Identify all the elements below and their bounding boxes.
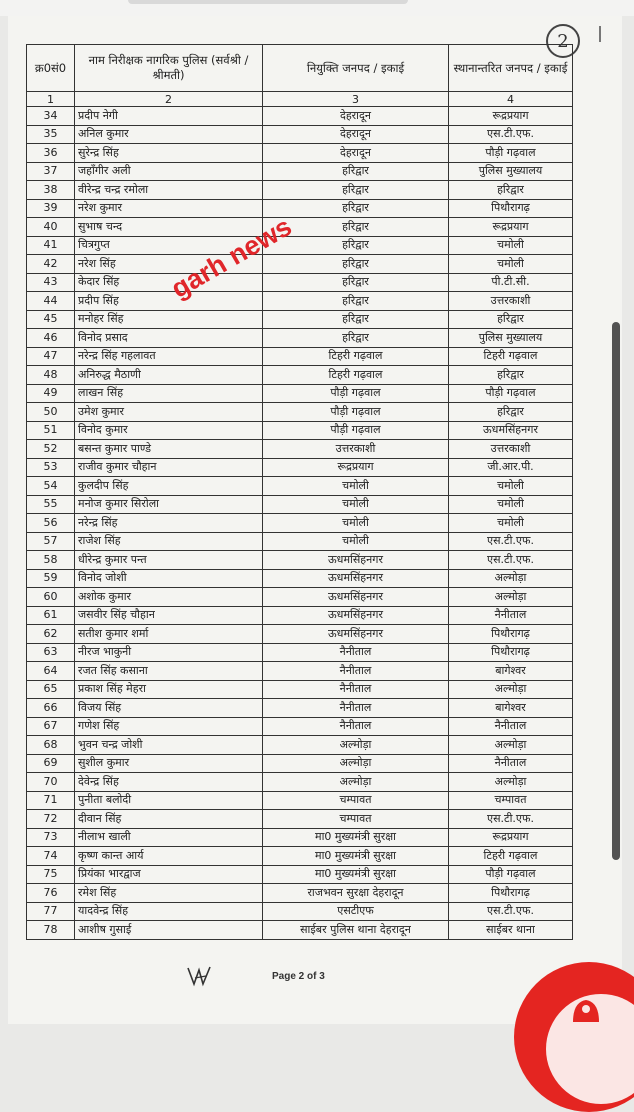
name-cell: विजय सिंह bbox=[75, 699, 263, 718]
serial-cell: 70 bbox=[27, 773, 75, 792]
transfer-cell: रूद्रप्रयाग bbox=[449, 107, 573, 126]
posting-cell: हरिद्वार bbox=[263, 181, 449, 200]
posting-cell: चमोली bbox=[263, 514, 449, 533]
table-row bbox=[27, 421, 573, 440]
table-row bbox=[27, 181, 573, 200]
transfer-cell: एस.टी.एफ. bbox=[449, 532, 573, 551]
name-cell: वीरेन्द्र चन्द्र रमोला bbox=[75, 181, 263, 200]
table-header-row bbox=[27, 45, 573, 92]
serial-cell: 53 bbox=[27, 458, 75, 477]
name-cell: नीलाभ खाली bbox=[75, 828, 263, 847]
transfer-cell: चमोली bbox=[449, 255, 573, 274]
transfer-cell: एस.टी.एफ. bbox=[449, 551, 573, 570]
name-cell: दीवान सिंह bbox=[75, 810, 263, 829]
serial-cell: 65 bbox=[27, 680, 75, 699]
serial-cell: 51 bbox=[27, 421, 75, 440]
serial-cell: 45 bbox=[27, 310, 75, 329]
column-number: 4 bbox=[449, 92, 573, 107]
serial-cell: 68 bbox=[27, 736, 75, 755]
serial-cell: 63 bbox=[27, 643, 75, 662]
name-cell: रमेश सिंह bbox=[75, 884, 263, 903]
serial-cell: 40 bbox=[27, 218, 75, 237]
transfer-cell: ऊधमसिंहनगर bbox=[449, 421, 573, 440]
transfer-cell: बागेश्वर bbox=[449, 662, 573, 681]
name-cell: प्रदीप सिंह bbox=[75, 292, 263, 311]
serial-cell: 49 bbox=[27, 384, 75, 403]
name-cell: प्रदीप नेगी bbox=[75, 107, 263, 126]
header-name: नाम निरीक्षक नागरिक पुलिस (सर्वश्री / श्रीमती) bbox=[75, 45, 263, 92]
posting-cell: मा0 मुख्यमंत्री सुरक्षा bbox=[263, 865, 449, 884]
serial-cell: 62 bbox=[27, 625, 75, 644]
table-row bbox=[27, 292, 573, 311]
name-cell: सुभाष चन्द bbox=[75, 218, 263, 237]
transfer-cell: पिथौरागढ़ bbox=[449, 199, 573, 218]
transfer-cell: पौड़ी गढ़वाल bbox=[449, 144, 573, 163]
posting-cell: ऊधमसिंहनगर bbox=[263, 625, 449, 644]
posting-cell: नैनीताल bbox=[263, 717, 449, 736]
transfer-cell: उत्तरकाशी bbox=[449, 440, 573, 459]
name-cell: पुनीता बलोदी bbox=[75, 791, 263, 810]
table-row bbox=[27, 107, 573, 126]
transfer-cell: पिथौरागढ़ bbox=[449, 625, 573, 644]
name-cell: नरेश सिंह bbox=[75, 255, 263, 274]
transfer-cell: पौड़ी गढ़वाल bbox=[449, 384, 573, 403]
transfer-cell: रूद्रप्रयाग bbox=[449, 828, 573, 847]
posting-cell: देहरादून bbox=[263, 107, 449, 126]
table-row bbox=[27, 384, 573, 403]
table-row bbox=[27, 458, 573, 477]
transfer-cell: एस.टी.एफ. bbox=[449, 902, 573, 921]
table-row bbox=[27, 791, 573, 810]
posting-cell: पौड़ी गढ़वाल bbox=[263, 421, 449, 440]
transfer-cell: चम्पावत bbox=[449, 791, 573, 810]
name-cell: सुरेन्द्र सिंह bbox=[75, 144, 263, 163]
posting-cell: नैनीताल bbox=[263, 699, 449, 718]
serial-cell: 36 bbox=[27, 144, 75, 163]
transfer-cell: नैनीताल bbox=[449, 754, 573, 773]
scrollbar[interactable] bbox=[612, 322, 620, 860]
transfer-cell: अल्मोड़ा bbox=[449, 588, 573, 607]
column-number: 2 bbox=[75, 92, 263, 107]
serial-cell: 60 bbox=[27, 588, 75, 607]
posting-cell: चम्पावत bbox=[263, 810, 449, 829]
serial-cell: 58 bbox=[27, 551, 75, 570]
name-cell: मनोज कुमार सिरोला bbox=[75, 495, 263, 514]
transfer-cell: बागेश्वर bbox=[449, 699, 573, 718]
table-row bbox=[27, 514, 573, 533]
name-cell: गणेश सिंह bbox=[75, 717, 263, 736]
posting-cell: देहरादून bbox=[263, 144, 449, 163]
serial-cell: 39 bbox=[27, 199, 75, 218]
table-row bbox=[27, 754, 573, 773]
posting-cell: हरिद्वार bbox=[263, 199, 449, 218]
table-row bbox=[27, 699, 573, 718]
name-cell: नरेश कुमार bbox=[75, 199, 263, 218]
name-cell: कृष्ण कान्त आर्य bbox=[75, 847, 263, 866]
posting-cell: अल्मोड़ा bbox=[263, 754, 449, 773]
name-cell: नीरज भाकुनी bbox=[75, 643, 263, 662]
serial-cell: 73 bbox=[27, 828, 75, 847]
name-cell: जसवीर सिंह चौहान bbox=[75, 606, 263, 625]
table-row bbox=[27, 606, 573, 625]
name-cell: केदार सिंह bbox=[75, 273, 263, 292]
table-row bbox=[27, 773, 573, 792]
name-cell: भुवन चन्द्र जोशी bbox=[75, 736, 263, 755]
table-row bbox=[27, 902, 573, 921]
transfer-cell: चमोली bbox=[449, 236, 573, 255]
transfer-cell: टिहरी गढ़वाल bbox=[449, 847, 573, 866]
transfer-cell: हरिद्वार bbox=[449, 310, 573, 329]
table-row bbox=[27, 347, 573, 366]
table-row bbox=[27, 477, 573, 496]
table-row bbox=[27, 403, 573, 422]
name-cell: धीरेन्द्र कुमार पन्त bbox=[75, 551, 263, 570]
page-footer: Page 2 of 3 bbox=[272, 971, 325, 982]
serial-cell: 76 bbox=[27, 884, 75, 903]
name-cell: लाखन सिंह bbox=[75, 384, 263, 403]
name-cell: नरेन्द्र सिंह bbox=[75, 514, 263, 533]
serial-cell: 56 bbox=[27, 514, 75, 533]
name-cell: नरेन्द्र सिंह गहलावत bbox=[75, 347, 263, 366]
table-row bbox=[27, 532, 573, 551]
posting-cell: हरिद्वार bbox=[263, 292, 449, 311]
top-divider bbox=[128, 0, 408, 4]
serial-cell: 48 bbox=[27, 366, 75, 385]
name-cell: मनोहर सिंह bbox=[75, 310, 263, 329]
name-cell: विनोद जोशी bbox=[75, 569, 263, 588]
table-row bbox=[27, 569, 573, 588]
posting-cell: हरिद्वार bbox=[263, 273, 449, 292]
serial-cell: 44 bbox=[27, 292, 75, 311]
posting-cell: उत्तरकाशी bbox=[263, 440, 449, 459]
serial-cell: 72 bbox=[27, 810, 75, 829]
posting-cell: ऊधमसिंहनगर bbox=[263, 551, 449, 570]
table-row bbox=[27, 144, 573, 163]
table-row bbox=[27, 310, 573, 329]
table-row bbox=[27, 921, 573, 940]
serial-cell: 47 bbox=[27, 347, 75, 366]
transfer-cell: जी.आर.पी. bbox=[449, 458, 573, 477]
serial-cell: 43 bbox=[27, 273, 75, 292]
posting-cell: हरिद्वार bbox=[263, 255, 449, 274]
serial-cell: 50 bbox=[27, 403, 75, 422]
name-cell: अशोक कुमार bbox=[75, 588, 263, 607]
header-transfer: स्थानान्तरित जनपद / इकाई bbox=[449, 45, 573, 92]
transfer-cell: नैनीताल bbox=[449, 717, 573, 736]
posting-cell: नैनीताल bbox=[263, 643, 449, 662]
serial-cell: 66 bbox=[27, 699, 75, 718]
name-cell: कुलदीप सिंह bbox=[75, 477, 263, 496]
table-row bbox=[27, 440, 573, 459]
name-cell: चित्रगुप्त bbox=[75, 236, 263, 255]
table-row bbox=[27, 717, 573, 736]
table-row bbox=[27, 625, 573, 644]
transfer-cell: पुलिस मुख्यालय bbox=[449, 329, 573, 348]
table-row bbox=[27, 551, 573, 570]
name-cell: रजत सिंह कसाना bbox=[75, 662, 263, 681]
name-cell: जहाँगीर अली bbox=[75, 162, 263, 181]
table-body bbox=[27, 107, 573, 940]
serial-cell: 69 bbox=[27, 754, 75, 773]
serial-cell: 71 bbox=[27, 791, 75, 810]
column-number: 1 bbox=[27, 92, 75, 107]
name-cell: राजेश सिंह bbox=[75, 532, 263, 551]
table-row bbox=[27, 218, 573, 237]
page-number: 2 bbox=[557, 30, 569, 52]
name-cell: विनोद कुमार bbox=[75, 421, 263, 440]
posting-cell: देहरादून bbox=[263, 125, 449, 144]
serial-cell: 54 bbox=[27, 477, 75, 496]
table-row bbox=[27, 680, 573, 699]
posting-cell: हरिद्वार bbox=[263, 310, 449, 329]
table-row bbox=[27, 588, 573, 607]
serial-cell: 52 bbox=[27, 440, 75, 459]
posting-cell: ऊधमसिंहनगर bbox=[263, 588, 449, 607]
transfer-cell: एस.टी.एफ. bbox=[449, 125, 573, 144]
table-row bbox=[27, 236, 573, 255]
transfer-table bbox=[26, 44, 573, 940]
posting-cell: मा0 मुख्यमंत्री सुरक्षा bbox=[263, 847, 449, 866]
table-row bbox=[27, 865, 573, 884]
transfer-cell: उत्तरकाशी bbox=[449, 292, 573, 311]
posting-cell: चमोली bbox=[263, 532, 449, 551]
posting-cell: चमोली bbox=[263, 477, 449, 496]
posting-cell: हरिद्वार bbox=[263, 162, 449, 181]
name-cell: विनोद प्रसाद bbox=[75, 329, 263, 348]
table-row bbox=[27, 643, 573, 662]
posting-cell: टिहरी गढ़वाल bbox=[263, 347, 449, 366]
name-cell: प्रकाश सिंह मेहरा bbox=[75, 680, 263, 699]
name-cell: सुशील कुमार bbox=[75, 754, 263, 773]
transfer-cell: अल्मोड़ा bbox=[449, 680, 573, 699]
serial-cell: 77 bbox=[27, 902, 75, 921]
serial-cell: 37 bbox=[27, 162, 75, 181]
posting-cell: हरिद्वार bbox=[263, 236, 449, 255]
serial-cell: 78 bbox=[27, 921, 75, 940]
transfer-cell: पिथौरागढ़ bbox=[449, 884, 573, 903]
serial-cell: 61 bbox=[27, 606, 75, 625]
table-row bbox=[27, 199, 573, 218]
transfer-cell: टिहरी गढ़वाल bbox=[449, 347, 573, 366]
posting-cell: टिहरी गढ़वाल bbox=[263, 366, 449, 385]
serial-cell: 41 bbox=[27, 236, 75, 255]
transfer-cell: पी.टी.सी. bbox=[449, 273, 573, 292]
transfer-cell: अल्मोड़ा bbox=[449, 736, 573, 755]
table-row bbox=[27, 255, 573, 274]
serial-cell: 55 bbox=[27, 495, 75, 514]
posting-cell: पौड़ी गढ़वाल bbox=[263, 384, 449, 403]
posting-cell: चमोली bbox=[263, 495, 449, 514]
transfer-cell: हरिद्वार bbox=[449, 366, 573, 385]
posting-cell: रूद्रप्रयाग bbox=[263, 458, 449, 477]
bookmark-icon bbox=[569, 996, 603, 1024]
transfer-cell: पिथौरागढ़ bbox=[449, 643, 573, 662]
transfer-cell: साईबर थाना bbox=[449, 921, 573, 940]
table-row bbox=[27, 662, 573, 681]
posting-cell: साईबर पुलिस थाना देहरादून bbox=[263, 921, 449, 940]
table-row bbox=[27, 495, 573, 514]
table-row bbox=[27, 847, 573, 866]
posting-cell: हरिद्वार bbox=[263, 218, 449, 237]
table-row bbox=[27, 125, 573, 144]
name-cell: यादवेन्द्र सिंह bbox=[75, 902, 263, 921]
serial-cell: 34 bbox=[27, 107, 75, 126]
name-cell: आशीष गुसाई bbox=[75, 921, 263, 940]
transfer-cell: अल्मोड़ा bbox=[449, 773, 573, 792]
posting-cell: चम्पावत bbox=[263, 791, 449, 810]
transfer-cell: एस.टी.एफ. bbox=[449, 810, 573, 829]
name-cell: उमेश कुमार bbox=[75, 403, 263, 422]
posting-cell: एसटीएफ bbox=[263, 902, 449, 921]
table-row bbox=[27, 736, 573, 755]
transfer-cell: चमोली bbox=[449, 514, 573, 533]
column-number: 3 bbox=[263, 92, 449, 107]
watermark: garh news bbox=[166, 211, 297, 304]
table-row bbox=[27, 884, 573, 903]
transfer-cell: चमोली bbox=[449, 477, 573, 496]
table-row bbox=[27, 366, 573, 385]
name-cell: बसन्त कुमार पाण्डे bbox=[75, 440, 263, 459]
serial-cell: 74 bbox=[27, 847, 75, 866]
table-row bbox=[27, 162, 573, 181]
serial-cell: 35 bbox=[27, 125, 75, 144]
name-cell: अनिरुद्ध मैठाणी bbox=[75, 366, 263, 385]
table-row bbox=[27, 810, 573, 829]
posting-cell: ऊधमसिंहनगर bbox=[263, 606, 449, 625]
column-number-row bbox=[27, 92, 573, 107]
name-cell: देवेन्द्र सिंह bbox=[75, 773, 263, 792]
serial-cell: 67 bbox=[27, 717, 75, 736]
serial-cell: 64 bbox=[27, 662, 75, 681]
transfer-cell: पुलिस मुख्यालय bbox=[449, 162, 573, 181]
serial-cell: 75 bbox=[27, 865, 75, 884]
transfer-cell: पौड़ी गढ़वाल bbox=[449, 865, 573, 884]
serial-cell: 59 bbox=[27, 569, 75, 588]
table-row bbox=[27, 329, 573, 348]
transfer-cell: हरिद्वार bbox=[449, 403, 573, 422]
posting-cell: अल्मोड़ा bbox=[263, 736, 449, 755]
posting-cell: नैनीताल bbox=[263, 662, 449, 681]
posting-cell: हरिद्वार bbox=[263, 329, 449, 348]
name-cell: राजीव कुमार चौहान bbox=[75, 458, 263, 477]
serial-cell: 46 bbox=[27, 329, 75, 348]
transfer-cell: चमोली bbox=[449, 495, 573, 514]
name-cell: प्रियंका भारद्वाज bbox=[75, 865, 263, 884]
name-cell: अनिल कुमार bbox=[75, 125, 263, 144]
posting-cell: अल्मोड़ा bbox=[263, 773, 449, 792]
name-cell: सतीश कुमार शर्मा bbox=[75, 625, 263, 644]
posting-cell: राजभवन सुरक्षा देहरादून bbox=[263, 884, 449, 903]
margin-mark bbox=[599, 26, 601, 42]
table-row bbox=[27, 828, 573, 847]
posting-cell: पौड़ी गढ़वाल bbox=[263, 403, 449, 422]
posting-cell: ऊधमसिंहनगर bbox=[263, 569, 449, 588]
serial-cell: 57 bbox=[27, 532, 75, 551]
serial-cell: 38 bbox=[27, 181, 75, 200]
transfer-cell: हरिद्वार bbox=[449, 181, 573, 200]
transfer-cell: नैनीताल bbox=[449, 606, 573, 625]
serial-cell: 42 bbox=[27, 255, 75, 274]
signature-icon bbox=[186, 964, 212, 988]
transfer-cell: अल्मोड़ा bbox=[449, 569, 573, 588]
posting-cell: नैनीताल bbox=[263, 680, 449, 699]
header-serial: क्र0सं0 bbox=[27, 45, 75, 92]
transfer-cell: रूद्रप्रयाग bbox=[449, 218, 573, 237]
posting-cell: मा0 मुख्यमंत्री सुरक्षा bbox=[263, 828, 449, 847]
header-posting: नियुक्ति जनपद / इकाई bbox=[263, 45, 449, 92]
table-row bbox=[27, 273, 573, 292]
